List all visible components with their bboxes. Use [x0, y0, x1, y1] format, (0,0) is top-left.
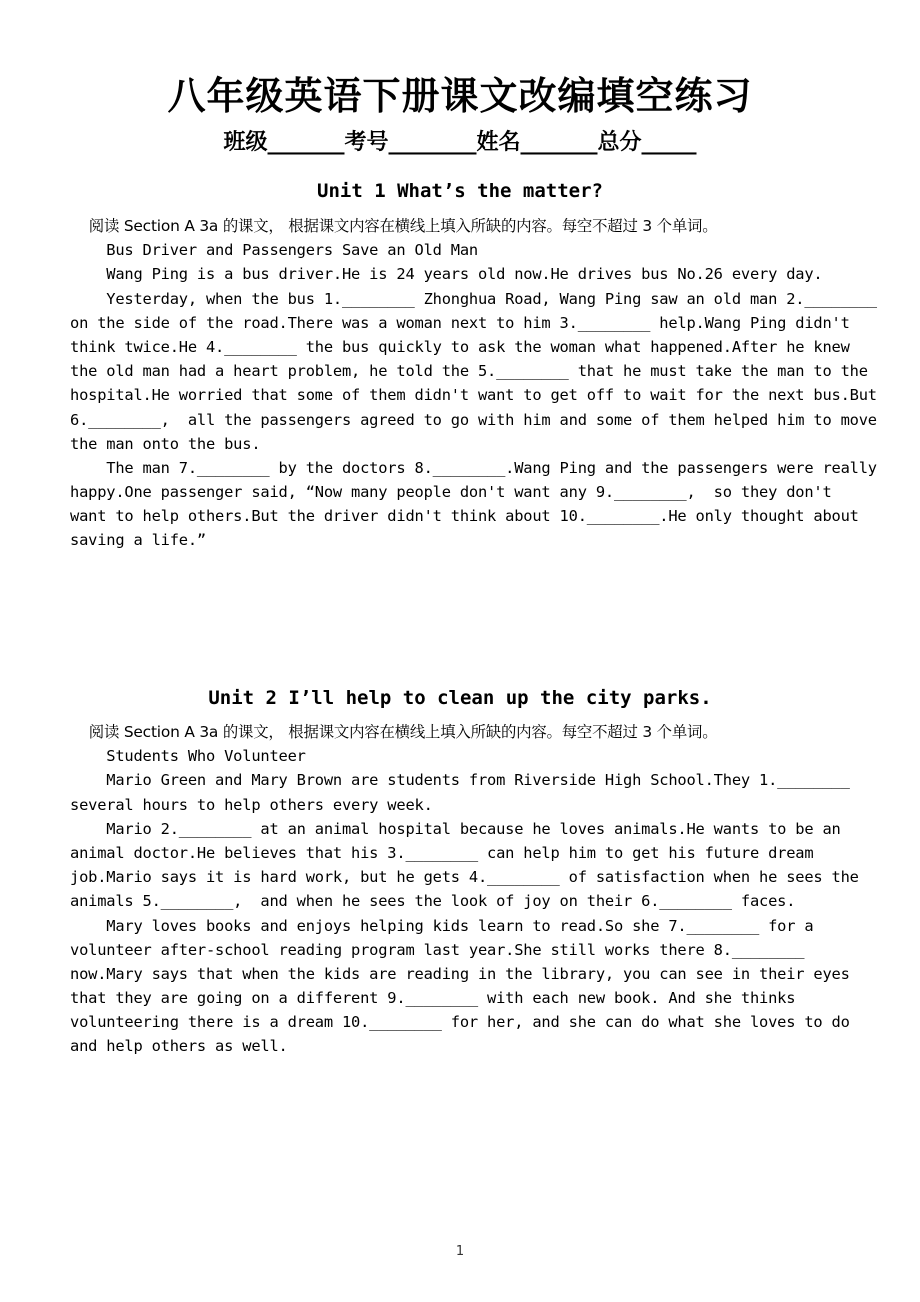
page-title: 八年级英语下册课文改编填空练习 [167, 74, 753, 118]
unit2-line: Students Who Volunteer [70, 747, 306, 766]
unit1-line: on the side of the road.There was a woman next to him 3.________ help.Wang Ping didn't [70, 313, 850, 332]
unit1-line: saving a life.” [70, 531, 206, 550]
page-number: 1 [455, 1244, 465, 1259]
unit2-line: Mario 2.________ at an animal hospital because he loves animals.He wants to be an [70, 819, 841, 838]
unit2-line: 阅读 Section A 3a 的课文， 根据课文内容在横线上填入所缺的内容。每空不超过 3 个单词。 [70, 723, 718, 741]
unit1-line: Bus Driver and Passengers Save an Old Man [70, 241, 478, 260]
unit1-heading: Unit 1 What’s the matter? [317, 180, 603, 202]
unit2-line: job.Mario says it is hard work, but he gets 4.________ of satisfaction when he sees the [70, 868, 859, 887]
unit1-passage [70, 214, 900, 553]
student-info-line: 班级_______考号________姓名_______总分_____ [223, 130, 697, 155]
unit2-line: Mario Green and Mary Brown are students from Riverside High School.They 1.________ [70, 771, 850, 790]
unit1-line: want to help others.But the driver didn't think about 10.________.He only thought about [70, 507, 859, 526]
unit2-line: now.Mary says that when the kids are reading in the library, you can see in their eyes [70, 964, 850, 983]
unit2-line: volunteer after-school reading program last year.She still works there 8.________ [70, 940, 805, 959]
unit1-line: Wang Ping is a bus driver.He is 24 years old now.He drives bus No.26 every day. [70, 265, 823, 284]
unit1-line: Yesterday, when the bus 1.________ Zhonghua Road, Wang Ping saw an old man 2.________ [70, 289, 877, 308]
unit2-line: animal doctor.He believes that his 3.________ can help him to get his future dream [70, 843, 814, 862]
unit2-heading: Unit 2 I’ll help to clean up the city parks. [208, 687, 712, 709]
unit2-line: Mary loves books and enjoys helping kids learn to read.So she 7.________ for a [70, 916, 814, 935]
unit2-passage [70, 720, 900, 1059]
unit1-line: happy.One passenger said, “Now many people don't want any 9.________, so they don't [70, 483, 832, 502]
unit1-line: hospital.He worried that some of them didn't want to get off to wait for the next bus.But [70, 386, 877, 405]
unit1-line: 6.________, all the passengers agreed to go with him and some of them helped him to move [70, 410, 877, 429]
unit2-line: and help others as well. [70, 1037, 288, 1056]
unit1-line: The man 7.________ by the doctors 8.________.Wang Ping and the passengers were really [70, 458, 877, 477]
unit2-line: that they are going on a different 9.________ with each new book. And she thinks [70, 989, 796, 1008]
unit1-line: the old man had a heart problem, he told the 5.________ that he must take the man to the [70, 362, 868, 381]
unit2-line: animals 5.________, and when he sees the look of joy on their 6.________ faces. [70, 892, 796, 911]
unit1-line: think twice.He 4.________ the bus quickly to ask the woman what happened.After he knew [70, 337, 850, 356]
unit2-line: several hours to help others every week. [70, 795, 433, 814]
unit1-line: 阅读 Section A 3a 的课文， 根据课文内容在横线上填入所缺的内容。每空不超过 3 个单词。 [70, 217, 718, 235]
unit2-line: volunteering there is a dream 10.________ for her, and she can do what she loves to do [70, 1013, 850, 1032]
unit1-line: the man onto the bus. [70, 434, 261, 453]
